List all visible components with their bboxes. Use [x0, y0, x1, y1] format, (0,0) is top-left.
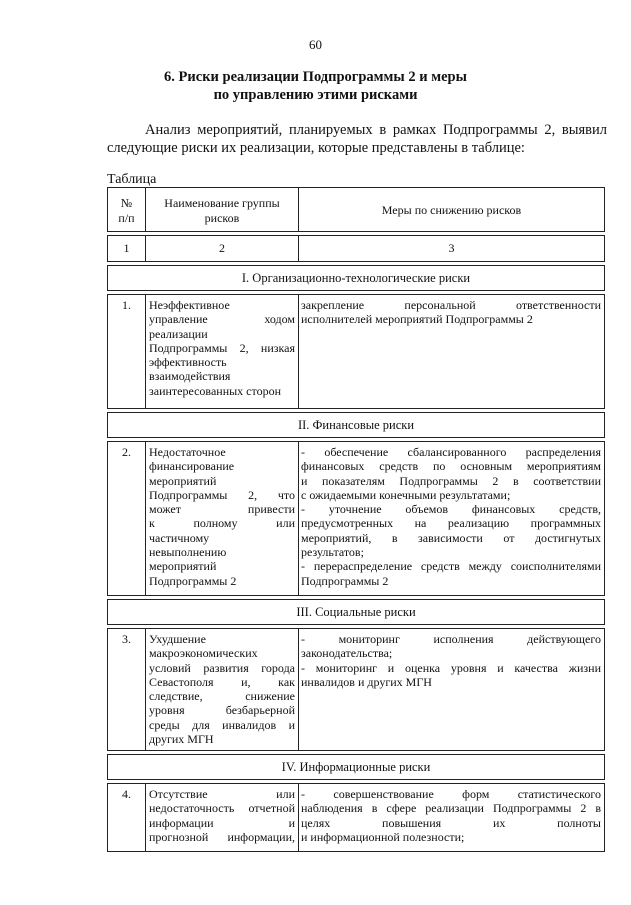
measure-line: и показателям Подпрограммы 2 в соответствии — [301, 473, 601, 488]
risk-group-line: Ухудшение — [149, 632, 206, 646]
heading-line-1: 6. Риски реализации Подпрограммы 2 и меры — [164, 69, 467, 85]
risk-group-line: реализации — [149, 326, 208, 341]
measure-line: финансовых средств по основным мероприятиям — [301, 459, 601, 474]
row-number: 1. — [108, 295, 146, 409]
measure-line: Подпрограммы 2 — [301, 573, 389, 588]
risk-group — [146, 442, 299, 596]
risk-group-line: к полному или — [149, 516, 295, 531]
column-number: 2 — [146, 236, 299, 262]
row-number: 3. — [108, 629, 146, 751]
measure-line: наблюдения в сфере реализации Подпрограммы 2 в — [301, 801, 601, 816]
risk-group-line: финансирование — [149, 459, 235, 474]
risk-group-line: Подпрограммы 2 — [149, 573, 237, 588]
risk-group-line: частичному — [149, 530, 210, 545]
risk-group-line: заинтересованных сторон — [149, 383, 282, 398]
risk-group-line: недостаточность отчетной — [149, 801, 295, 816]
measure-line: - мониторинг исполнения действующего — [301, 632, 601, 646]
section-title-row — [108, 755, 605, 780]
risk-group-line: может привести — [149, 502, 295, 517]
risk-group-line: взаимодействия — [149, 369, 231, 384]
intro-line-2: следующие риски их реализации, которые представлены в таблице: — [107, 140, 525, 156]
risk-group-line: Севастополя и, как — [149, 674, 295, 689]
header-measures: Меры по снижению рисков — [299, 188, 605, 232]
risk-group-line: условий развития города — [149, 660, 295, 675]
page-number: 60 — [309, 37, 322, 52]
heading-line-2: по управлению этими рисками — [213, 87, 418, 103]
risk-group-line: невыполнению — [149, 545, 227, 560]
table-row — [108, 442, 605, 596]
measure-line: инвалидов и других МГН — [301, 674, 432, 689]
risk-measures — [299, 629, 605, 751]
risk-group — [146, 295, 299, 409]
risk-group-line: информации и — [149, 815, 295, 830]
column-number: 1 — [108, 236, 146, 262]
risk-group-line: мероприятий — [149, 473, 217, 488]
measure-line: и информационной полезности; — [301, 829, 465, 844]
table-row — [108, 629, 605, 751]
measure-line: мероприятий, в зависимости от достигнутых — [301, 530, 601, 545]
risk-group-line: Подпрограммы 2, что — [149, 487, 295, 502]
measure-line: законодательства; — [301, 646, 393, 661]
section-title-row — [108, 266, 605, 291]
table-header-row — [108, 188, 605, 232]
section-title-row — [108, 600, 605, 625]
risk-group — [146, 784, 299, 852]
risk-measures — [299, 295, 605, 409]
column-number: 3 — [299, 236, 605, 262]
measure-line: - мониторинг и оценка уровня и качества жизни — [301, 660, 601, 675]
section-title: I. Организационно-технологические риски — [108, 266, 605, 291]
risk-group-line: следствие, снижение — [149, 689, 295, 704]
risk-group-line: Недостаточное — [149, 445, 226, 459]
header-group: Наименование группы рисков — [146, 188, 299, 232]
intro-paragraph — [107, 121, 607, 157]
risk-group-line: других МГН — [149, 732, 214, 747]
measure-line: предусмотренных на реализацию программных — [301, 516, 601, 531]
measure-line: - совершенствование форм статистического — [301, 787, 601, 801]
table-row — [108, 784, 605, 852]
measure-line: исполнителей мероприятий Подпрограммы 2 — [301, 312, 533, 327]
risk-group-line: эффективность — [149, 355, 227, 370]
measure-line: с ожидаемыми конечными результатами; — [301, 487, 511, 502]
risk-measures — [299, 784, 605, 852]
measure-line: - обеспечение сбалансированного распределения — [301, 445, 601, 459]
section-heading — [0, 68, 631, 104]
intro-line-1: Анализ мероприятий, планируемых в рамках Подпрограммы 2, выявил — [145, 122, 607, 138]
risk-group-line: макроэкономических — [149, 646, 258, 661]
risk-group-line: уровня безбарьерной — [149, 703, 295, 718]
risk-group-line: Неэффективное — [149, 298, 230, 312]
risks-table — [107, 187, 605, 852]
section-title: II. Финансовые риски — [108, 413, 605, 438]
measure-line: результатов; — [301, 545, 364, 560]
section-title: IV. Информационные риски — [108, 755, 605, 780]
row-number: 2. — [108, 442, 146, 596]
risk-group-line: прогнозной информации, — [149, 829, 295, 844]
measure-line: - перераспределение средств между соисполнителями — [301, 559, 601, 574]
row-number: 4. — [108, 784, 146, 852]
section-title: III. Социальные риски — [108, 600, 605, 625]
column-number-row — [108, 236, 605, 262]
risk-group-line: среды для инвалидов и — [149, 717, 295, 732]
risk-group-line: мероприятий — [149, 559, 217, 574]
risk-group-line: Отсутствие или — [149, 787, 295, 801]
measure-line: закрепление персональной ответственности — [301, 298, 601, 312]
measure-line: целях повышения их полноты — [301, 815, 601, 830]
table-label: Таблица — [107, 172, 157, 187]
risk-measures — [299, 442, 605, 596]
risk-group-line: Подпрограммы 2, низкая — [149, 340, 295, 355]
measure-line: - уточнение объемов финансовых средств, — [301, 502, 601, 517]
header-num: № п/п — [108, 188, 146, 232]
table-row — [108, 295, 605, 409]
risk-group — [146, 629, 299, 751]
section-title-row — [108, 413, 605, 438]
risk-group-line: управление ходом — [149, 312, 295, 327]
